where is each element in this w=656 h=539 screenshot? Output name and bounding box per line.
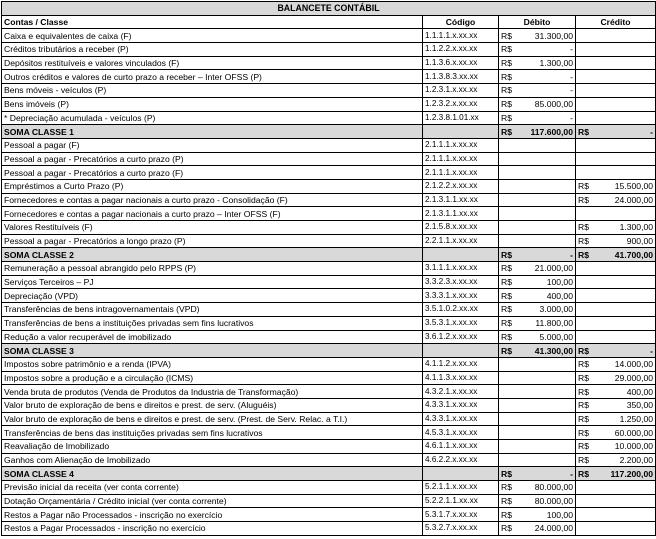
table-row [2, 234, 656, 248]
credit-cell [576, 111, 656, 125]
currency-symbol: R$ [578, 386, 589, 397]
account-name: Restos a Pagar não Processados - inscrição no exercício [2, 508, 423, 522]
table-row [2, 481, 656, 495]
credit-cell [576, 97, 656, 111]
header-code: Código [423, 15, 499, 29]
currency-symbol: R$ [501, 99, 512, 110]
account-code: 2.1.3.1.1.xx.xx [423, 193, 499, 207]
account-name: Restos a Pagar Processados - inscrição no exercício [2, 522, 423, 536]
credit-cell [576, 440, 656, 454]
credit-cell [576, 508, 656, 522]
table-row [2, 43, 656, 57]
debit-amount: 117.600,00 [530, 126, 573, 137]
debit-cell [499, 193, 576, 207]
account-name: Transferências de bens intragovernamentais (VPD) [2, 303, 423, 317]
account-name: Impostos sobre patrimônio e a renda (IPVA) [2, 357, 423, 371]
account-name: Ganhos com Alienação de Imobilizado [2, 453, 423, 467]
debit-cell [499, 70, 576, 84]
table-title: BALANCETE CONTÁBIL [2, 2, 656, 16]
debit-cell [499, 522, 576, 536]
credit-cell [576, 221, 656, 235]
debit-cell [499, 97, 576, 111]
debit-cell [499, 43, 576, 57]
table-row [2, 207, 656, 221]
debit-cell [499, 84, 576, 98]
table-row [2, 357, 656, 371]
table-row [2, 262, 656, 276]
credit-amount: 14.000,00 [614, 359, 654, 370]
debit-amount: - [570, 71, 573, 82]
account-code [423, 467, 499, 481]
credit-cell [576, 29, 656, 43]
table-row [2, 330, 656, 344]
table-row [2, 275, 656, 289]
account-name: Serviços Terceiros – PJ [2, 275, 423, 289]
account-name: Outros créditos e valores de curto prazo a receber – Inter OFSS (P) [2, 70, 423, 84]
account-code: 2.2.1.1.x.xx.xx [423, 234, 499, 248]
account-name: * Depreciação acumulada - veículos (P) [2, 111, 423, 125]
debit-amount: 3.000,00 [539, 304, 573, 315]
account-name: Valores Restituíveis (F) [2, 221, 423, 235]
credit-amount: 350,00 [626, 400, 654, 411]
currency-symbol: R$ [578, 427, 589, 438]
debit-cell [499, 111, 576, 125]
debit-amount: 85.000,00 [534, 99, 573, 110]
account-name: Pessoal a pagar - Precatórios a curto prazo (P) [2, 152, 423, 166]
table-row [2, 29, 656, 43]
credit-cell [576, 453, 656, 467]
currency-symbol: R$ [501, 85, 512, 96]
credit-cell [576, 426, 656, 440]
table-row [2, 440, 656, 454]
credit-cell [576, 481, 656, 495]
account-code: 1.2.3.8.1.01.xx [423, 111, 499, 125]
table-row [2, 70, 656, 84]
account-code: 1.2.3.1.x.xx.xx [423, 84, 499, 98]
table-row [2, 522, 656, 536]
account-name: Transferências de bens a instituições privadas sem fins lucrativos [2, 316, 423, 330]
currency-symbol: R$ [501, 523, 512, 534]
currency-symbol: R$ [501, 58, 512, 69]
account-code: 5.3.1.7.x.xx.xx [423, 508, 499, 522]
currency-symbol: R$ [578, 236, 589, 247]
currency-symbol: R$ [501, 126, 512, 137]
currency-symbol: R$ [578, 194, 589, 205]
class-total-row [2, 125, 656, 139]
credit-amount: 41.700,00 [614, 249, 654, 260]
currency-symbol: R$ [578, 359, 589, 370]
header-debit: Débito [499, 15, 576, 29]
account-name: Pessoal a pagar - Precatórios a longo prazo (P) [2, 234, 423, 248]
currency-symbol: R$ [578, 413, 589, 424]
credit-amount: 2.200,00 [619, 455, 654, 466]
account-code: 3.5.3.1.x.xx.xx [423, 316, 499, 330]
currency-symbol: R$ [501, 263, 512, 274]
credit-cell [576, 152, 656, 166]
debit-cell [499, 262, 576, 276]
table-row [2, 453, 656, 467]
credit-cell [576, 125, 656, 139]
account-code: 4.1.1.3.x.xx.xx [423, 371, 499, 385]
debit-cell [499, 179, 576, 193]
debit-cell [499, 453, 576, 467]
debit-cell [499, 152, 576, 166]
account-code: 2.1.3.1.1.xx.xx [423, 207, 499, 221]
currency-symbol: R$ [501, 71, 512, 82]
table-row [2, 179, 656, 193]
currency-symbol: R$ [578, 181, 589, 192]
credit-cell [576, 289, 656, 303]
debit-cell [499, 385, 576, 399]
account-name: Remuneração a pessoal abrangido pelo RPPS (P) [2, 262, 423, 276]
debit-amount: 5.000,00 [539, 331, 573, 342]
debit-cell [499, 426, 576, 440]
currency-symbol: R$ [501, 277, 512, 288]
credit-cell [576, 316, 656, 330]
account-name: Bens imóveis (P) [2, 97, 423, 111]
account-code [423, 125, 499, 139]
account-code: 5.3.2.7.x.xx.xx [423, 522, 499, 536]
class-total-label: SOMA CLASSE 1 [2, 125, 423, 139]
credit-amount: 900,00 [626, 236, 654, 247]
credit-cell [576, 43, 656, 57]
credit-cell [576, 330, 656, 344]
debit-cell [499, 234, 576, 248]
currency-symbol: R$ [501, 290, 512, 301]
currency-symbol: R$ [578, 126, 589, 137]
account-code: 4.3.2.1.x.xx.xx [423, 385, 499, 399]
credit-cell [576, 275, 656, 289]
debit-amount: - [570, 112, 573, 123]
table-row [2, 138, 656, 152]
debit-amount: - [570, 44, 573, 55]
account-code: 4.6.1.1.x.xx.xx [423, 440, 499, 454]
class-total-label: SOMA CLASSE 4 [2, 467, 423, 481]
account-name: Redução a valor recuperável de imobilizado [2, 330, 423, 344]
account-name: Pessoal a pagar - Precatórios a curto prazo (F) [2, 166, 423, 180]
table-row [2, 221, 656, 235]
credit-amount: - [650, 126, 654, 137]
account-name: Fornecedores e contas a pagar nacionais a curto prazo - Consolidação (F) [2, 193, 423, 207]
credit-cell [576, 166, 656, 180]
debit-cell [499, 138, 576, 152]
debit-cell [499, 125, 576, 139]
account-code: 2.1.1.1.x.xx.xx [423, 138, 499, 152]
credit-cell [576, 357, 656, 371]
credit-cell [576, 398, 656, 412]
class-total-row [2, 248, 656, 262]
currency-symbol: R$ [501, 482, 512, 493]
credit-cell [576, 412, 656, 426]
table-row [2, 56, 656, 70]
debit-cell [499, 357, 576, 371]
account-code: 1.1.1.1.x.xx.xx [423, 29, 499, 43]
credit-cell [576, 303, 656, 317]
debit-amount: 21.000,00 [534, 263, 573, 274]
currency-symbol: R$ [578, 441, 589, 452]
credit-cell [576, 207, 656, 221]
credit-amount: 24.000,00 [614, 194, 654, 205]
account-code: 3.3.3.1.x.xx.xx [423, 289, 499, 303]
debit-cell [499, 166, 576, 180]
currency-symbol: R$ [578, 222, 589, 233]
account-code: 3.5.1.0.2.xx.xx [423, 303, 499, 317]
credit-cell [576, 494, 656, 508]
account-code: 1.1.3.8.3.xx.xx [423, 70, 499, 84]
currency-symbol: R$ [501, 44, 512, 55]
account-code: 5.2.2.1.1.xx.xx [423, 494, 499, 508]
credit-amount: 1.300,00 [619, 222, 654, 233]
credit-cell [576, 262, 656, 276]
debit-cell [499, 508, 576, 522]
credit-cell [576, 234, 656, 248]
debit-cell [499, 56, 576, 70]
currency-symbol: R$ [501, 304, 512, 315]
credit-amount: 117.200,00 [610, 468, 654, 479]
currency-symbol: R$ [501, 468, 512, 479]
debit-amount: 100,00 [546, 277, 573, 288]
account-name: Valor bruto de exploração de bens e direitos e prest. de serv. (Prest. de Serv. Relac. a T.I.) [2, 412, 423, 426]
account-code: 1.2.3.2.x.xx.xx [423, 97, 499, 111]
account-code [423, 248, 499, 262]
account-name: Pessoal a pagar (F) [2, 138, 423, 152]
table-row [2, 111, 656, 125]
account-code: 1.1.2.2.x.xx.xx [423, 43, 499, 57]
currency-symbol: R$ [578, 468, 589, 479]
table-row [2, 97, 656, 111]
debit-amount: 80.000,00 [534, 496, 573, 507]
credit-amount: 15.500,00 [614, 181, 654, 192]
account-code: 5.2.1.1.x.xx.xx [423, 481, 499, 495]
debit-amount: 1.300,00 [539, 58, 573, 69]
account-name: Impostos sobre a produção e a circulação (ICMS) [2, 371, 423, 385]
debit-cell [499, 494, 576, 508]
account-code: 1.1.3.6.x.xx.xx [423, 56, 499, 70]
debit-cell [499, 398, 576, 412]
credit-amount: 400,00 [626, 386, 654, 397]
debit-amount: 400,00 [546, 290, 573, 301]
account-name: Dotação Orçamentária / Crédito inicial (ver conta corrente) [2, 494, 423, 508]
currency-symbol: R$ [578, 249, 589, 260]
debit-cell [499, 481, 576, 495]
currency-symbol: R$ [501, 496, 512, 507]
table-row [2, 508, 656, 522]
debit-cell [499, 29, 576, 43]
debit-amount: 11.800,00 [535, 318, 573, 329]
account-code: 4.3.3.1.x.xx.xx [423, 398, 499, 412]
credit-amount: 60.000,00 [614, 427, 654, 438]
credit-cell [576, 179, 656, 193]
trial-balance-table [1, 1, 656, 536]
account-name: Transferências de bens das instituições privadas sem fins lucrativos [2, 426, 423, 440]
account-name: Previsão inicial da receita (ver conta corrente) [2, 481, 423, 495]
currency-symbol: R$ [501, 249, 512, 260]
table-row [2, 494, 656, 508]
account-code: 2.1.1.1.x.xx.xx [423, 152, 499, 166]
table-row [2, 412, 656, 426]
credit-cell [576, 522, 656, 536]
credit-cell [576, 56, 656, 70]
currency-symbol: R$ [501, 509, 512, 520]
account-code: 2.1.5.8.x.xx.xx [423, 221, 499, 235]
table-row [2, 152, 656, 166]
debit-amount: - [570, 249, 573, 260]
debit-cell [499, 412, 576, 426]
header-credit: Crédito [576, 15, 656, 29]
table-row [2, 303, 656, 317]
account-name: Depreciação (VPD) [2, 289, 423, 303]
table-row [2, 385, 656, 399]
account-name: Bens móveis - veículos (P) [2, 84, 423, 98]
credit-amount: 29.000,00 [614, 372, 654, 383]
account-name: Fornecedores e contas a pagar nacionais a curto prazo – Inter OFSS (F) [2, 207, 423, 221]
account-name: Valor bruto de exploração de bens e direitos e prest. de serv. (Aluguéis) [2, 398, 423, 412]
currency-symbol: R$ [501, 30, 512, 41]
header-account: Contas / Classe [2, 15, 423, 29]
table-row [2, 193, 656, 207]
class-total-label: SOMA CLASSE 3 [2, 344, 423, 358]
debit-amount: - [570, 468, 573, 479]
table-row [2, 398, 656, 412]
currency-symbol: R$ [578, 400, 589, 411]
table-row [2, 289, 656, 303]
class-total-row [2, 344, 656, 358]
account-code: 4.6.2.2.x.xx.xx [423, 453, 499, 467]
account-code: 3.1.1.1.x.xx.xx [423, 262, 499, 276]
debit-cell [499, 303, 576, 317]
debit-cell [499, 371, 576, 385]
account-name: Venda bruta de produtos (Venda de Produtos da Industria de Transformação) [2, 385, 423, 399]
credit-cell [576, 248, 656, 262]
debit-amount: 80.000,00 [534, 482, 573, 493]
credit-cell [576, 344, 656, 358]
debit-amount: 31.300,00 [534, 30, 573, 41]
debit-cell [499, 330, 576, 344]
debit-cell [499, 248, 576, 262]
credit-cell [576, 193, 656, 207]
debit-amount: 24.000,00 [534, 523, 573, 534]
table-row [2, 316, 656, 330]
account-name: Empréstimos a Curto Prazo (P) [2, 179, 423, 193]
currency-symbol: R$ [578, 455, 589, 466]
account-code: 2.1.2.2.x.xx.xx [423, 179, 499, 193]
credit-cell [576, 138, 656, 152]
credit-cell [576, 371, 656, 385]
credit-cell [576, 84, 656, 98]
debit-amount: 100,00 [546, 509, 573, 520]
account-code: 4.5.3.1.x.xx.xx [423, 426, 499, 440]
currency-symbol: R$ [501, 345, 512, 356]
credit-cell [576, 70, 656, 84]
debit-cell [499, 316, 576, 330]
account-name: Reavaliação de Imobilizado [2, 440, 423, 454]
class-total-label: SOMA CLASSE 2 [2, 248, 423, 262]
currency-symbol: R$ [501, 318, 512, 329]
account-name: Créditos tributários a receber (P) [2, 43, 423, 57]
credit-amount: 1.250,00 [619, 413, 654, 424]
debit-cell [499, 221, 576, 235]
table-row [2, 166, 656, 180]
debit-cell [499, 467, 576, 481]
debit-amount: 41.300,00 [534, 345, 573, 356]
account-code: 4.3.3.1.x.xx.xx [423, 412, 499, 426]
debit-cell [499, 344, 576, 358]
debit-cell [499, 289, 576, 303]
table-row [2, 426, 656, 440]
debit-cell [499, 440, 576, 454]
currency-symbol: R$ [578, 372, 589, 383]
account-code [423, 344, 499, 358]
currency-symbol: R$ [501, 331, 512, 342]
class-total-row [2, 467, 656, 481]
account-name: Caixa e equivalentes de caixa (F) [2, 29, 423, 43]
account-code: 3.6.1.2.x.xx.xx [423, 330, 499, 344]
credit-amount: - [650, 345, 654, 356]
account-code: 4.1.1.2.x.xx.xx [423, 357, 499, 371]
currency-symbol: R$ [578, 345, 589, 356]
table-row [2, 371, 656, 385]
credit-cell [576, 467, 656, 481]
table-row [2, 84, 656, 98]
debit-cell [499, 275, 576, 289]
credit-amount: 10.000,00 [614, 441, 654, 452]
account-name: Depósitos restituíveis e valores vinculados (F) [2, 56, 423, 70]
credit-cell [576, 385, 656, 399]
account-code: 3.3.2.3.x.xx.xx [423, 275, 499, 289]
debit-amount: - [570, 85, 573, 96]
debit-cell [499, 207, 576, 221]
account-code: 2.1.1.1.x.xx.xx [423, 166, 499, 180]
table-body [2, 29, 656, 535]
currency-symbol: R$ [501, 112, 512, 123]
